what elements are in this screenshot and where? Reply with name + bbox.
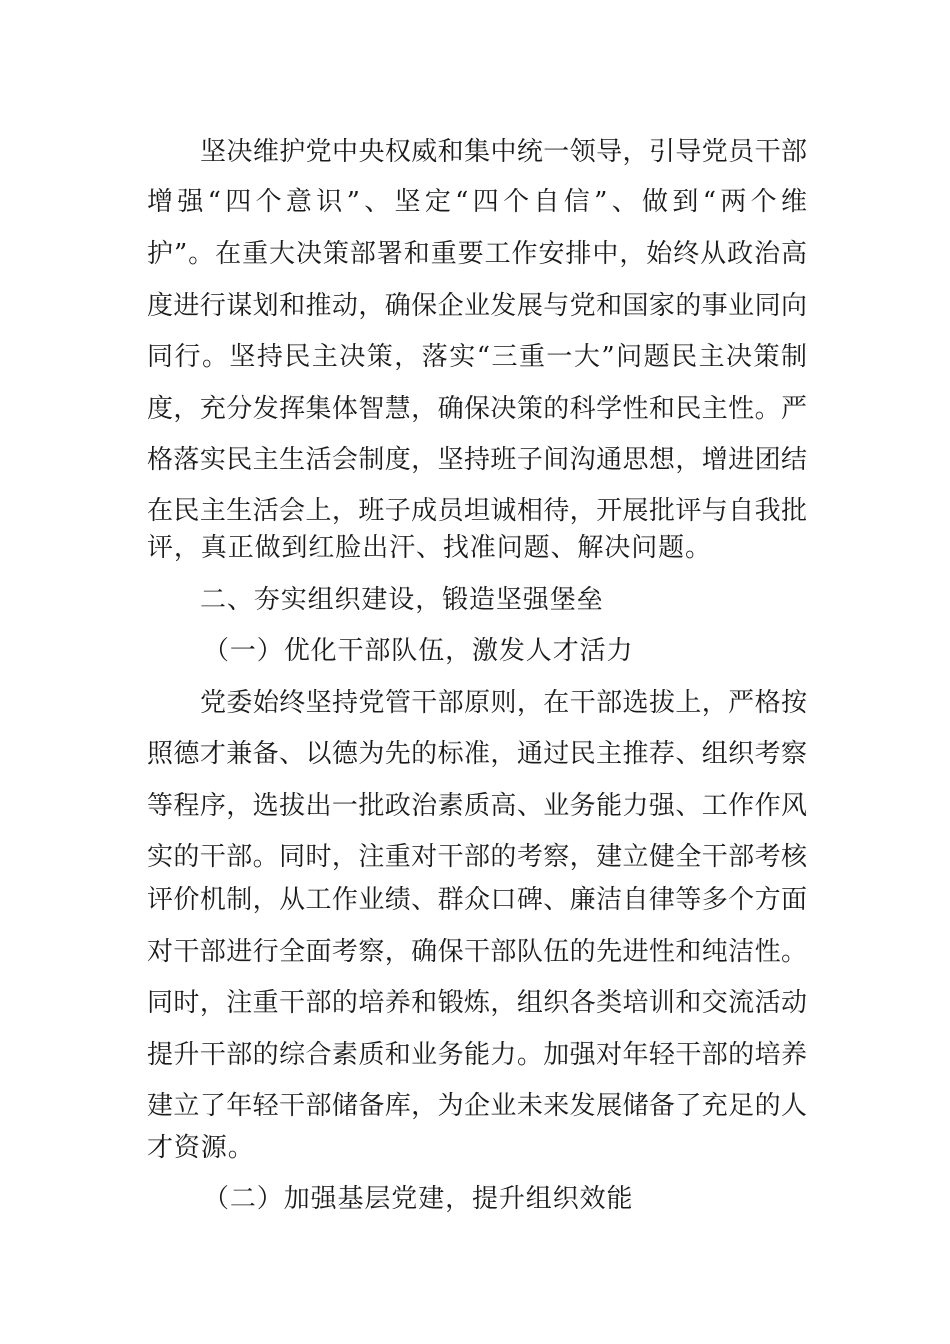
subsection-heading: （二）加强基层党建，提升组织效能 xyxy=(203,1184,634,1214)
paragraph-line: 才资源。 xyxy=(147,1133,255,1163)
paragraph-line: 照德才兼备、以德为先的标准，通过民主推荐、组织考察 xyxy=(147,739,807,769)
subsection-heading: （一）优化干部队伍，激发人才活力 xyxy=(203,636,634,666)
paragraph-line: 建立了年轻干部储备库，为企业未来发展储备了充足的人 xyxy=(147,1091,807,1121)
paragraph-line: 在民主生活会上，班子成员坦诚相待，开展批评与自我批 xyxy=(147,496,807,526)
paragraph-line: 度，充分发挥集体智慧，确保决策的科学性和民主性。严 xyxy=(147,394,807,424)
paragraph-line: 护”。在重大决策部署和重要工作安排中，始终从政治高 xyxy=(147,239,807,269)
paragraph-line: 坚决维护党中央权威和集中统一领导，引导党员干部 xyxy=(200,137,807,167)
paragraph-line: 评，真正做到红脸出汗、找准问题、解决问题。 xyxy=(147,533,712,563)
paragraph-line: 实的干部。同时，注重对干部的考察，建立健全干部考核 xyxy=(147,842,807,872)
section-heading: 二、夯实组织建设，锻造坚强堡垒 xyxy=(200,585,604,615)
paragraph-line: 同行。坚持民主决策，落实“三重一大”问题民主决策制 xyxy=(147,342,807,372)
paragraph-line: 度进行谋划和推动，确保企业发展与党和国家的事业同向 xyxy=(147,291,807,321)
paragraph-line: 同时，注重干部的培养和锻炼，组织各类培训和交流活动 xyxy=(147,988,807,1018)
paragraph-line: 格落实民主生活会制度，坚持班子间沟通思想，增进团结 xyxy=(147,445,807,475)
paragraph-line: 提升干部的综合素质和业务能力。加强对年轻干部的培养 xyxy=(147,1040,807,1070)
paragraph-line: 党委始终坚持党管干部原则，在干部选拔上，严格按 xyxy=(200,688,807,718)
paragraph-line: 增强“四个意识”、坚定“四个自信”、做到“两个维 xyxy=(147,187,807,217)
paragraph-line: 等程序，选拔出一批政治素质高、业务能力强、工作作风 xyxy=(147,791,807,821)
paragraph-line: 评价机制，从工作业绩、群众口碑、廉洁自律等多个方面 xyxy=(147,885,807,915)
paragraph-line: 对干部进行全面考察，确保干部队伍的先进性和纯洁性。 xyxy=(147,937,807,967)
